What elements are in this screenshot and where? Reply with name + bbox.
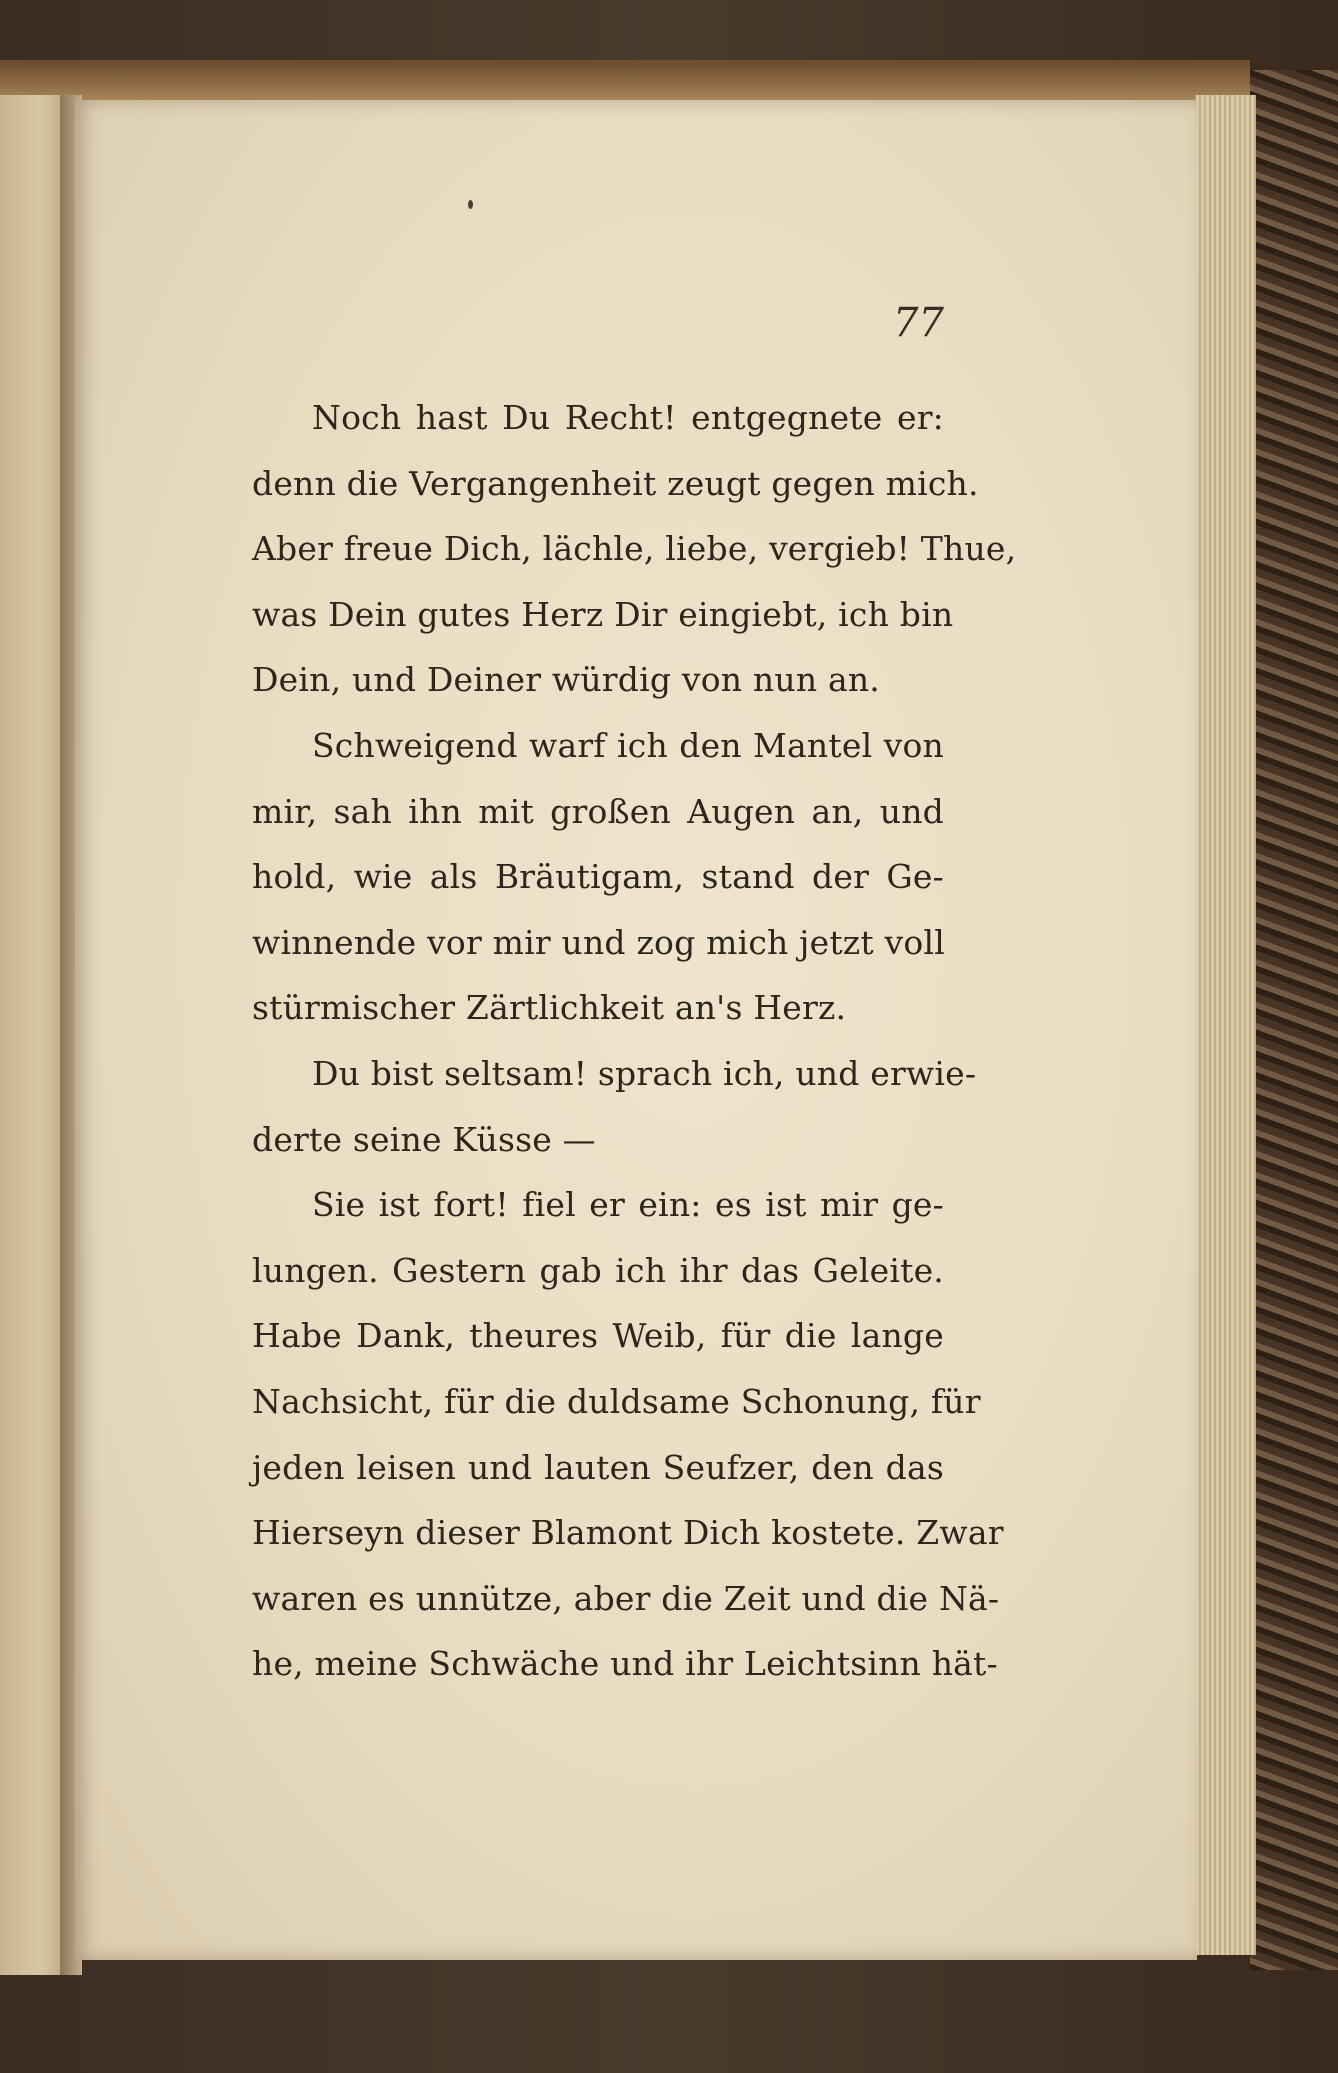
text-line: was Dein gutes Herz Dir eingiebt, ich bin xyxy=(252,594,954,634)
text-line: Hierseyn dieser Blamont Dich kostete. Zwar xyxy=(252,1513,1004,1553)
text-line: Aber freue Dich, lächle, liebe, vergieb! Thue, xyxy=(252,529,1017,569)
page-text xyxy=(252,385,1017,1697)
text-line: jeden leisen und lauten Seufzer, den das xyxy=(252,1447,944,1487)
text-line: waren es unnütze, aber die Zeit und die Nä- xyxy=(252,1578,1000,1618)
text-line: winnende vor mir und zog mich jetzt voll xyxy=(252,922,945,962)
text-line: stürmischer Zärtlichkeit an's Herz. xyxy=(252,988,847,1028)
text-line: denn die Vergangenheit zeugt gegen mich. xyxy=(252,463,979,503)
text-line: Dein, und Deiner würdig von nun an. xyxy=(252,660,880,700)
page-block-edge xyxy=(1195,95,1256,1955)
text-line: hold, wie als Bräutigam, stand der Ge- xyxy=(252,857,944,897)
marbled-cover-edge xyxy=(1250,70,1338,1970)
left-page xyxy=(0,95,68,1975)
text-line: Noch hast Du Recht! entgegnete er: xyxy=(312,398,944,437)
ink-speck xyxy=(468,200,473,209)
text-line: derte seine Küsse — xyxy=(252,1119,596,1159)
text-line: he, meine Schwäche und ihr Leichtsinn hät- xyxy=(252,1644,998,1684)
book-top-edge xyxy=(0,60,1250,100)
text-line: Nachsicht, für die duldsame Schonung, für xyxy=(252,1381,981,1421)
text-line: Du bist seltsam! sprach ich, und erwie- xyxy=(312,1053,977,1093)
text-line: lungen. Gestern gab ich ihr das Geleite. xyxy=(252,1250,944,1290)
text-line: Habe Dank, theures Weib, für die lange xyxy=(252,1316,944,1356)
text-line: Sie ist fort! fiel er ein: es ist mir ge- xyxy=(312,1185,944,1225)
text-line: mir, sah ihn mit großen Augen an, und xyxy=(252,791,944,831)
page-number: 77 xyxy=(893,300,944,346)
text-line: Schweigend warf ich den Mantel von xyxy=(312,725,944,765)
